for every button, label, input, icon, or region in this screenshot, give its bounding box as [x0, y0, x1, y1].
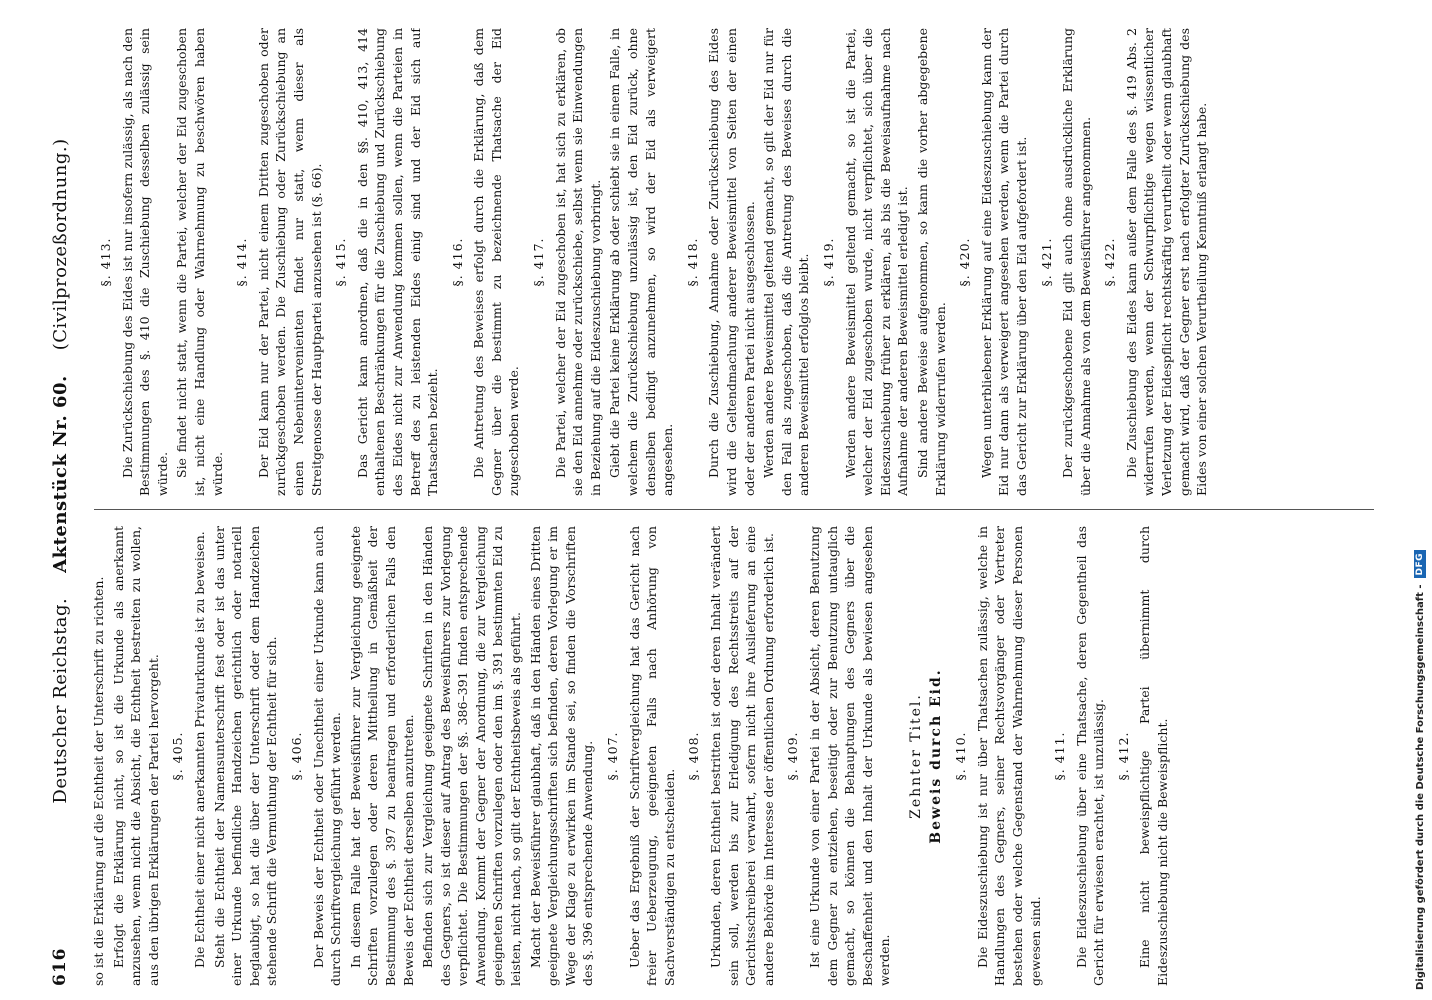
paragraph: Durch die Zuschiebung, Annahme oder Zurückschiebung des Eides wird die Geltendmachung anderer Beweismittel von Seiten der einen oder der anderen Partei nicht ausgeschlossen.	[706, 28, 757, 496]
digitization-credit	[1414, 90, 1426, 990]
page-header	[40, 26, 80, 986]
digitization-credit-text: Digitalisierung gefördert durch die Deutsche Forschungsgemeinschaft -	[1414, 584, 1426, 990]
running-title-document: Aktenstück Nr. 60.	[49, 375, 71, 573]
paragraph: Die Zuschiebung des Eides kann außer dem Falle des §. 419 Abs. 2 widerrufen werden, wenn der Schwurpflichtige wegen wissentlicher Verletzung der Eidespflicht rechtskräftig verurtheilt oder wenn glaubhaft gemacht wird, daß der Gegner erst nach erfolgter Zurückschiebung des Eides von einer solchen Verurtheilung Kenntniß erlangt habe.	[1123, 28, 1210, 496]
paragraph: Der zurückgeschobene Eid gilt auch ohne ausdrückliche Erklärung über die Annahme als von dem Beweisführer angenommen.	[1060, 28, 1093, 496]
paragraph: Sind andere Beweise aufgenommen, so kann die vorher abgegebene Erklärung widerrufen werden.	[914, 28, 948, 496]
paragraph: Der Eid kann nur der Partei, nicht einem Dritten zugeschoben oder zurückgeschoben werden. Die Zuschiebung oder Zurückschiebung an einen Nebenintervenienten findet nur statt, wenn dieser als Streitgenosse der Hauptpartei anzusehen ist (§. 66).	[255, 28, 324, 496]
section-heading: §. 413.	[98, 237, 113, 287]
section-heading: §. 419.	[820, 237, 836, 287]
paragraph: Werden andere Beweismittel geltend gemacht, so ist die Partei, welcher der Eid zugeschoben wurde, nicht verpflichtet, sich über die Eideszuschiebung früher zu erklären, als bis die Beweisaufnahme nach Aufnahme der anderen Beweismittel erledigt ist.	[842, 28, 911, 496]
dfg-logo: DFG	[1414, 550, 1426, 579]
paragraph: Steht die Echtheit der Namensunterschrift fest oder ist das unter einer Urkunde befindliche Handzeichen gerichtlich oder notariell beglaubigt, so hat die über der Unterschrift oder dem Handzeichen stehende Schrift die Vermuthung der Echtheit für sich.	[211, 526, 280, 986]
paragraph: Die Echtheit einer nicht anerkannten Privaturkunde ist zu beweisen.	[191, 531, 207, 968]
paragraph: Werden andere Beweismittel geltend gemacht, so gilt der Eid nur für den Fall als zugeschoben, daß die Antretung des Beweises durch die anderen Beweismittel erfolglos bleibt.	[761, 28, 812, 496]
paragraph: Wegen unterbliebener Erklärung auf eine Eideszuschiebung kann der Eid nur dann als verweigert angesehen werden, wenn die Partei durch das Gericht zur Erklärung über den Eid aufgefordert ist.	[978, 28, 1029, 496]
section-heading: §. 415.	[333, 237, 349, 287]
paragraph: Giebt die Partei keine Erklärung ab oder schiebt sie in einem Falle, in welchem die Zurückschiebung unzulässig ist, den Eid zurück, ohne denselben bedingt anzunehmen, so wird der Eid als verweigert angesehen.	[607, 28, 676, 496]
paragraph: Die Eideszuschiebung über eine Thatsache, deren Gegentheil das Gericht für erwiesen erachtet, ist unzulässig.	[1073, 526, 1107, 986]
section-heading: §. 411.	[1052, 731, 1068, 781]
title-subheading: Beweis durch Eid.	[927, 668, 944, 844]
section-heading: §. 408.	[686, 731, 702, 781]
section-heading: §. 409.	[785, 731, 801, 781]
section-heading: §. 405.	[170, 731, 186, 781]
paragraph: Die Zurückschiebung des Eides ist nur insofern zulässig, als nach den Bestimmungen des §. 410 die Zuschiebung desselben zulässig sein würde.	[119, 28, 170, 496]
section-heading: §. 421.	[1038, 237, 1054, 287]
section-heading: §. 420.	[957, 237, 973, 287]
paragraph: so ist die Erklärung auf die Echtheit der Unterschrift zu richten.	[91, 576, 106, 986]
paragraph: In diesem Falle hat der Beweisführer zur Vergleichung geeignete Schriften vorzulegen oder deren Mittheilung in Gemäßheit der Bestimmung des §. 397 zu beantragen und erforderlichen Falls den Beweis der Echtheit derselben anzutreten.	[347, 526, 416, 986]
column-divider	[94, 509, 1374, 510]
text-columns	[90, 20, 1380, 986]
section-heading: §. 422.	[1102, 237, 1118, 287]
running-title	[50, 26, 71, 916]
paragraph: Macht der Beweisführer glaubhaft, daß in den Händen eines Dritten geeignete Vergleichungsschriften sich befinden, deren Vorlegung er im Wege der Klage zu erwirken im Stande sei, so finden die Vorschriften des §. 396 entsprechende Anwendung.	[527, 526, 596, 986]
right-column	[90, 28, 1380, 496]
section-heading: §. 410.	[953, 731, 969, 781]
paragraph: Die Eideszuschiebung ist nur über Thatsachen zulässig, welche in Handlungen des Gegners, seiner Rechtsvorgänger oder Vertreter bestehen oder welche Gegenstand der Wahrnehmung dieser Personen gewesen sind.	[974, 526, 1043, 986]
running-title-prefix: Deutscher Reichstag.	[49, 597, 71, 804]
paragraph: Erfolgt die Erklärung nicht, so ist die Urkunde als anerkannt anzusehen, wenn nicht die Absicht, die Echtheit bestreiten zu wollen, aus den übrigen Erklärungen der Partei hervorgeht.	[110, 526, 161, 986]
paragraph: Eine nicht beweispflichtige Partei übernimmt durch Eideszuschiebung nicht die Beweispflicht.	[1137, 526, 1171, 986]
paragraph: Die Antretung des Beweises erfolgt durch die Erklärung, daß dem Gegner über die bestimmt zu bezeichnende Thatsache der Eid zugeschoben werde.	[471, 28, 522, 496]
section-heading: §. 414.	[234, 237, 250, 287]
running-title-suffix: (Civilprozeßordnung.)	[49, 138, 71, 351]
section-heading: §. 406.	[288, 731, 304, 781]
paragraph: Befinden sich zur Vergleichung geeignete Schriften in den Händen des Gegners, so ist dieser auf Antrag des Beweisführers zur Vorlegung verpflichtet. Die Bestimmungen der §§. 386–391 finden entsprechende Anwendung. Kommt der Gegner der Anordnung, die zur Vergleichung geeigneten Schriften vorzulegen oder den im §. 391 bestimmten Eid zu leisten, nicht nach, so gilt der Echtheitsbeweis als geführt.	[420, 526, 524, 986]
paragraph: Die Partei, welcher der Eid zugeschoben ist, hat sich zu erklären, ob sie den Eid annehme oder zurückschiebe, selbst wenn sie Einwendungen in Beziehung auf die Eideszuschiebung vorbringt.	[552, 28, 603, 496]
paragraph: Der Beweis der Echtheit oder Unechtheit einer Urkunde kann auch durch Schriftvergleichung geführt werden.	[310, 526, 344, 986]
paragraph: Ueber das Ergebniß der Schriftvergleichung hat das Gericht nach freier Ueberzeugung, geeigneten Falls nach Anhörung von Sachverständigen zu entscheiden.	[626, 526, 677, 986]
paragraph: Urkunden, deren Echtheit bestritten ist oder deren Inhalt verändert sein soll, werden bis zur Erledigung des Rechtsstreits auf der Gerichtsschreiberei verwahrt, sofern nicht ihre Auslieferung an eine andere Behörde im Interesse der öffentlichen Ordnung erforderlich ist.	[708, 526, 776, 986]
paragraph: Das Gericht kann anordnen, daß die in den §§. 410, 413, 414 enthaltenen Beschränkungen für die Zuschiebung und Zurückschiebung des Eides nicht zur Anwendung kommen sollen, wenn die Parteien in Betreff des zu leistenden Eides einig sind und der Eid sich auf Thatsachen bezieht.	[354, 28, 441, 496]
section-heading: §. 416.	[449, 237, 465, 287]
section-heading: §. 418.	[684, 237, 700, 287]
section-heading: §. 412.	[1115, 731, 1131, 781]
section-heading: §. 417.	[531, 237, 547, 287]
paragraph: Sie findet nicht statt, wenn die Partei, welcher der Eid zugeschoben ist, nicht eine Handlung oder Wahrnehmung zu beschwören haben würde.	[174, 28, 225, 496]
section-heading: §. 407.	[605, 731, 621, 781]
title-heading: Zehnter Titel.	[907, 693, 924, 819]
left-column	[90, 526, 1380, 986]
paragraph: Ist eine Urkunde von einer Partei in der Absicht, deren Benutzung dem Gegner zu entziehen, beseitigt oder zur Benutzung untauglich gemacht, so können die Behauptungen des Gegners über die Beschaffenheit und den Inhalt der Urkunde als bewiesen angesehen werden.	[806, 526, 893, 986]
page-number: 616	[50, 947, 70, 986]
